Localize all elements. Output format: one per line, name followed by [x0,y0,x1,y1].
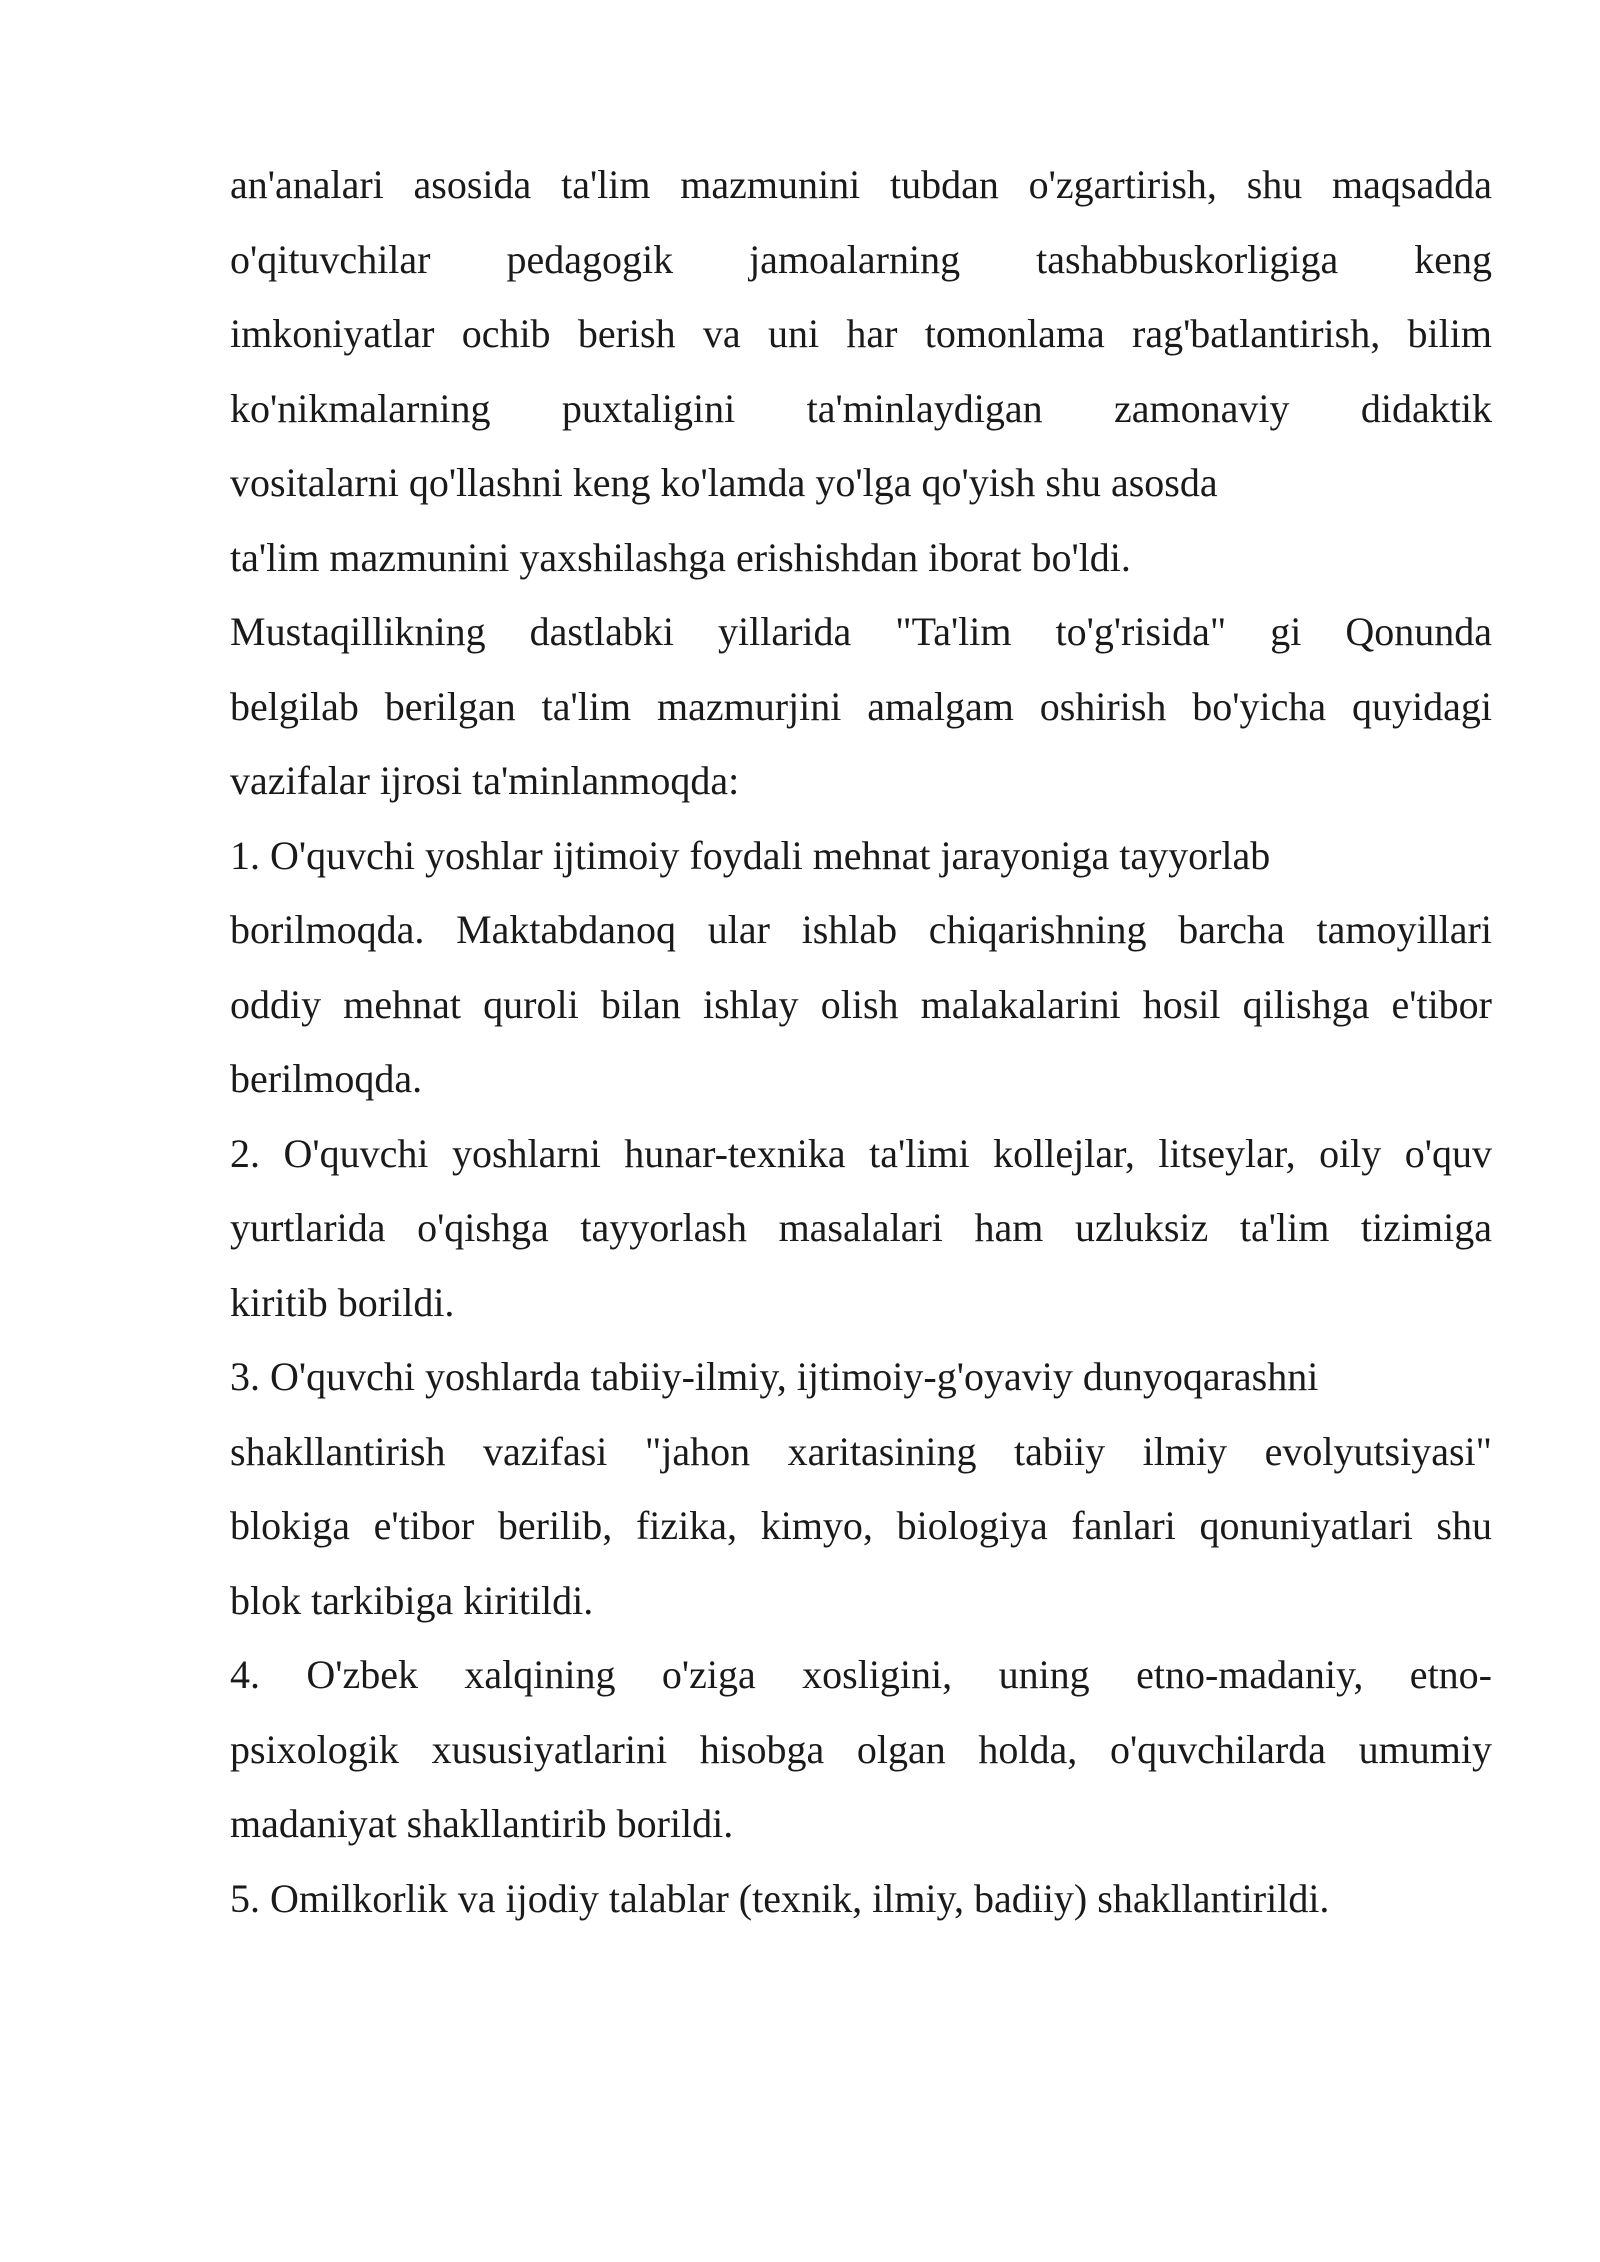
paragraph-intro [230,148,1492,595]
text-line: madaniyat shakllantirib borildi. [230,1801,734,1846]
list-item-4 [230,1638,1492,1862]
text-line: 4. O'zbek xalqining o'ziga xosligini, uning etno-madaniy, etno- [230,1652,1492,1697]
list-item-5 [230,1862,1492,1937]
text-line: blok tarkibiga kiritildi. [230,1577,594,1623]
text-line: psixologik xususiyatlarini hisobga olgan holda, o'quvchilarda umumiy [230,1726,1492,1772]
text-line: kiritib borildi. [230,1279,455,1325]
text-line: berilmoqda. [230,1056,423,1101]
text-line: o'qituvchilar pedagogik jamoalarning tashabbuskorligiga keng [230,236,1492,282]
text-line: 3. O'quvchi yoshlarda tabiiy-ilmiy, ijtimoiy-g'oyaviy dunyoqarashni [230,1354,1319,1399]
text-line: 2. O'quvchi yoshlarni hunar-texnika ta'limi kollejlar, litseylar, oily o'quv [230,1130,1492,1176]
text-line: vazifalar ijrosi ta'minlanmoqda: [230,758,740,803]
text-line: an'analari asosida ta'lim mazmunini tubdan o'zgartirish, shu maqsadda [230,162,1492,207]
text-line: 1. O'quvchi yoshlar ijtimoiy foydali mehnat jarayoniga tayyorlab [230,832,1271,878]
text-line: Mustaqillikning dastlabki yillarida "Ta'lim to'g'risida" gi Qonunda [230,609,1492,654]
list-item-1 [230,819,1492,1117]
text-line: vositalarni qo'llashni keng ko'lamda yo'lga qo'yish shu asosda [230,460,1218,505]
text-line: 5. Omilkorlik va ijodiy talablar (texnik, ilmiy, badiiy) shakllantirildi. [230,1875,1330,1921]
text-line: imkoniyatlar ochib berish va uni har tomonlama rag'batlantirish, bilim [230,311,1492,356]
list-item-3 [230,1340,1492,1638]
text-line: blokiga e'tibor berilib, fizika, kimyo, biologiya fanlari qonuniyatlari shu [230,1503,1492,1548]
text-line: oddiy mehnat quroli bilan ishlay olish malakalarini hosil qilishga e'tibor [230,981,1492,1027]
text-line: ko'nikmalarning puxtaligini ta'minlaydigan zamonaviy didaktik [230,385,1492,431]
text-line: shakllantirish vazifasi "jahon xaritasining tabiiy ilmiy evolyutsiyasi" [230,1428,1492,1474]
list-item-2 [230,1117,1492,1341]
text-line: ta'lim mazmunini yaxshilashga erishishdan iborat bo'ldi. [230,534,1131,580]
text-line: belgilab berilgan ta'lim mazmurjini amalgam oshirish bo'yicha quyidagi [230,683,1492,729]
text-line: borilmoqda. Maktabdanoq ular ishlab chiqarishning barcha tamoyillari [230,907,1492,952]
text-line: yurtlarida o'qishga tayyorlash masalalari ham uzluksiz ta'lim tizimiga [230,1205,1492,1250]
document-page [230,148,1492,1936]
paragraph-tasks-intro [230,595,1492,819]
